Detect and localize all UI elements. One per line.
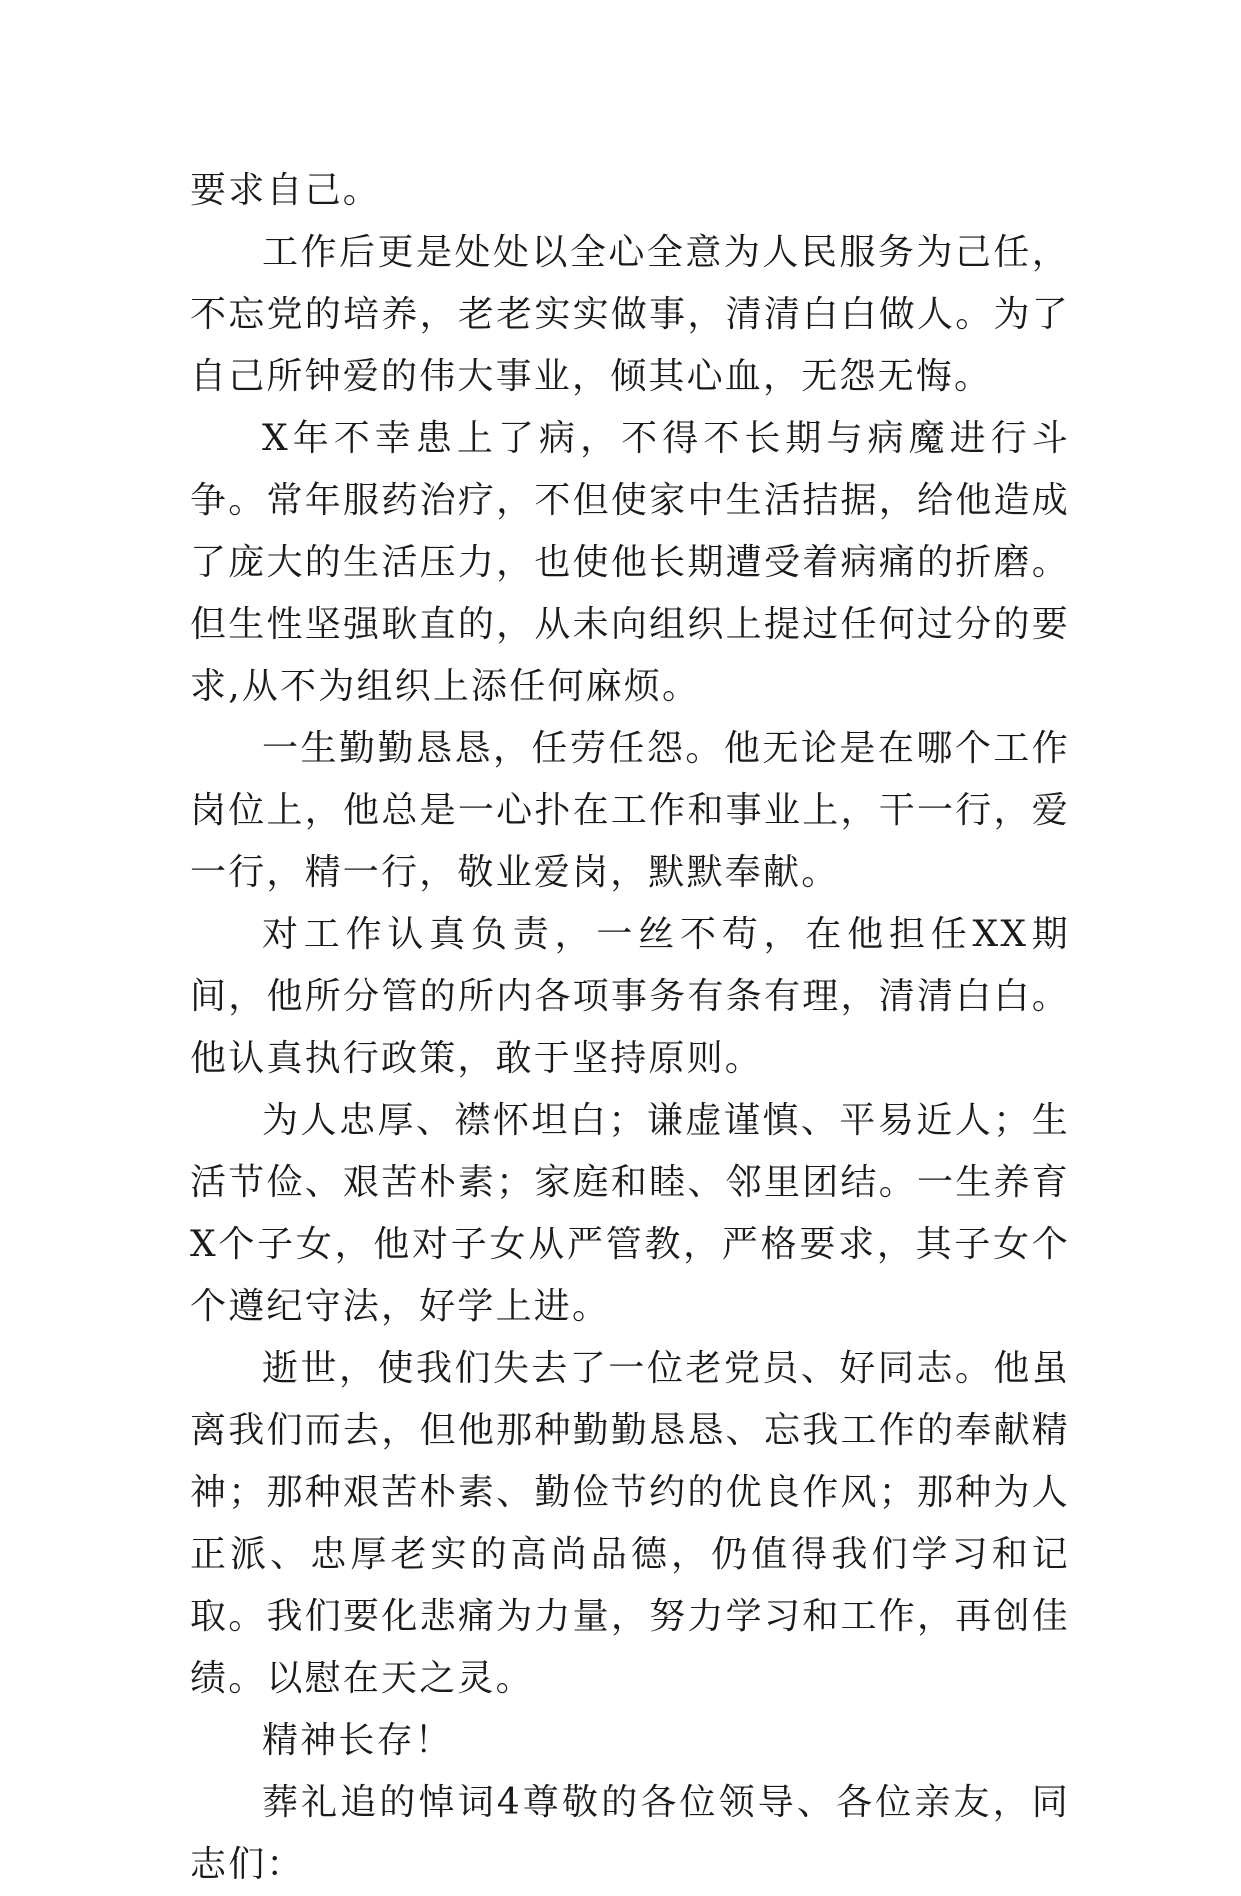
paragraph-responsibility: 对工作认真负责，一丝不苟，在他担任XX期间，他所分管的所内各项事务有条有理，清清白白。他认真执行政策，敢于坚持原则。 <box>190 914 1070 1079</box>
document-body <box>190 160 1070 1896</box>
paragraph-passing: 逝世，使我们失去了一位老党员、好同志。他虽离我们而去，但他那种勤勤恳恳、忘我工作的奉献精神；那种艰苦朴素、勤俭节约的优良作风；那种为人正派、忠厚老实的高尚品德，仍值得我们学习和记取。我们要化悲痛为力量，努力学习和工作，再创佳绩。以慰在天之灵。 <box>190 1348 1070 1699</box>
paragraph-character: 为人忠厚、襟怀坦白；谦虚谨慎、平易近人；生活节俭、艰苦朴素；家庭和睦、邻里团结。一生养育X个子女，他对子女从严管教，严格要求，其子女个个遵纪守法，好学上进。 <box>190 1100 1070 1327</box>
paragraph-closing: 精神长存！ <box>262 1720 454 1761</box>
paragraph-illness: X年不幸患上了病，不得不长期与病魔进行斗争。常年服药治疗，不但使家中生活拮据，给他造成了庞大的生活压力，也使他长期遭受着病痛的折磨。但生性坚强耿直的，从未向组织上提过任何过分的要求,从不为组织上添任何麻烦。 <box>190 418 1070 707</box>
paragraph-diligence: 一生勤勤恳恳，任劳任怨。他无论是在哪个工作岗位上，他总是一心扑在工作和事业上，干一行，爱一行，精一行，敬业爱岗，默默奉献。 <box>190 728 1070 893</box>
paragraph-next-eulogy-opening: 葬礼追的悼词4尊敬的各位领导、各位亲友，同志们： <box>190 1782 1070 1885</box>
paragraph-continuation: 要求自己。 <box>190 170 382 211</box>
paragraph-work-attitude: 工作后更是处处以全心全意为人民服务为己任，不忘党的培养，老老实实做事，清清白白做人。为了自己所钟爱的伟大事业，倾其心血，无怨无悔。 <box>190 232 1070 397</box>
